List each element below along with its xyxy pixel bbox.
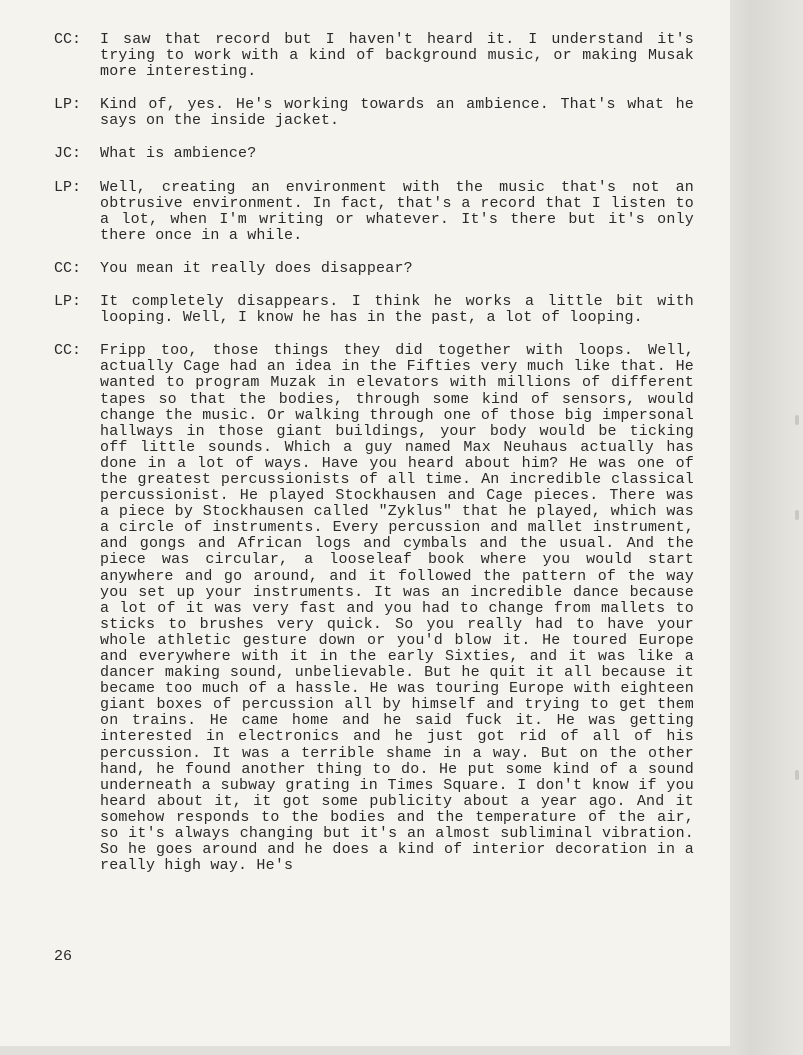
page-number: 26 [54, 948, 73, 965]
transcript-entry [54, 146, 694, 162]
speech-text: What is ambience? [100, 145, 257, 163]
binding-mark [795, 770, 799, 780]
speaker-label: LP: [54, 96, 82, 114]
page-gutter [730, 0, 803, 1055]
speech-text: It completely disappears. I think he works a little bit with looping. Well, I know he has in the past, a lot of looping. [100, 293, 694, 327]
speech-text: Fripp too, those things they did together with loops. Well, actually Cage had an idea in the Fifties very much like that. He wanted to program Muzak in elevators with millions of different tapes so that the bodies, through some kind of sensors, would change the music. Or walking through one of those big impersonal hallways in those giant buildings, your body would be ticking off little sounds. Which a guy named Max Neuhaus actually has done in a lot of ways. Have you heard about him? He was one of the greatest percussionists of all time. An incredible classical percussionist. He played Stockhausen and Cage pieces. There was a piece by Stockhausen called "Zyklus" that he played, which was a circle of instruments. Every percussion and mallet instrument, and gongs and African logs and cymbals and the usual. And the piece was circular, a looseleaf book where you would start anywhere and go around, and it followed the pattern of the way you set up your instruments. It was an incredible dance because a lot of it was very fast and you had to change from mallets to sticks to brushes very quick. So you really had to have your whole athletic gesture down or you'd blow it. He toured Europe and everywhere with it in the early Sixties, and it was like a dancer making sound, unbelievable. But he quit it all because it became too much of a hassle. He was touring Europe with eighteen giant boxes of percussion all by himself and trying to get them on trains. He came home and he said fuck it. He was getting interested in electronics and he just got rid of all of his percussion. It was a terrible shame in a way. But on the other hand, he found another thing to do. He put some kind of a sound underneath a subway grating in Times Square. I don't know if you heard about it, it got some publicity about a year ago. And it somehow responds to the bodies and the temperature of the air, so it's always changing but it's an almost subliminal vibration. So he goes around and he does a kind of interior decoration in a really high way. He's [100, 342, 694, 875]
speech-text: Well, creating an environment with the music that's not an obtrusive environment. In fact, that's a record that I listen to a lot, when I'm writing or whatever. It's there but it's only there once in a while. [100, 178, 694, 244]
transcript-entry [54, 343, 694, 874]
page-bottom-edge [0, 1046, 738, 1055]
transcript-entry [54, 32, 694, 80]
speech-text: Kind of, yes. He's working towards an ambience. That's what he says on the inside jacket. [100, 96, 694, 130]
transcript-entry [54, 97, 694, 129]
transcript-entry [54, 180, 694, 244]
transcript-entry [54, 294, 694, 326]
speaker-label: CC: [54, 342, 82, 360]
speech-text: I saw that record but I haven't heard it. I understand it's trying to work with a kind of background music, or making Musak more interesting. [100, 31, 694, 81]
binding-mark [795, 510, 799, 520]
speaker-label: LP: [54, 178, 82, 196]
speaker-label: CC: [54, 31, 82, 48]
binding-mark [795, 415, 799, 425]
interview-transcript [54, 32, 694, 891]
speaker-label: LP: [54, 293, 82, 311]
speech-text: You mean it really does disappear? [100, 259, 413, 277]
transcript-entry [54, 261, 694, 277]
speaker-label: JC: [54, 145, 82, 163]
speaker-label: CC: [54, 259, 82, 277]
